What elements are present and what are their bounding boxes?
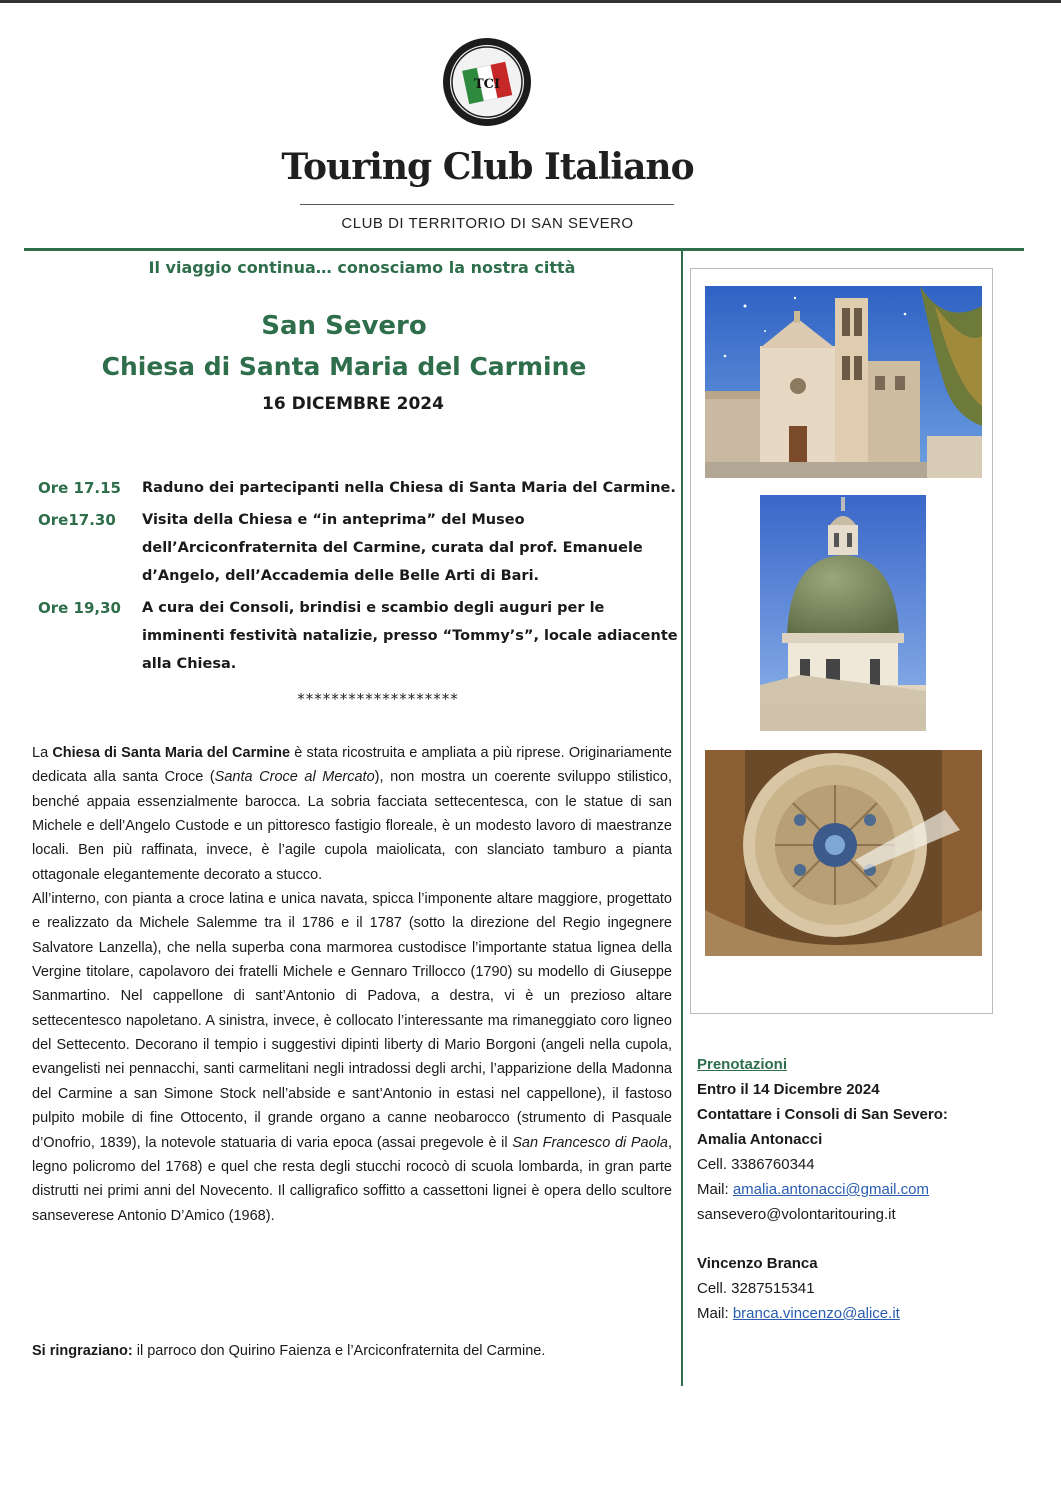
brand-title: Touring Club Italiano xyxy=(281,146,694,188)
consul-name: Amalia Antonacci xyxy=(697,1131,823,1148)
schedule-time: Ore 17.15 xyxy=(38,479,121,497)
brand-divider xyxy=(300,204,674,205)
svg-text:TCI: TCI xyxy=(473,77,501,92)
schedule-time: Ore 19,30 xyxy=(38,599,121,617)
top-border xyxy=(0,0,1061,3)
dome-photo xyxy=(760,495,926,731)
text-run: è stata ricostruita e ampliata a più riprese. Originariamente dedicata alla santa Croce ( xyxy=(32,745,672,786)
event-city: San Severo xyxy=(261,311,427,341)
statue-title-italic: San Francesco di Paola xyxy=(512,1134,668,1151)
church-facade-photo xyxy=(705,286,982,478)
article-paragraph xyxy=(32,741,672,887)
booking-info xyxy=(697,1052,1027,1326)
event-date: 16 DICEMBRE 2024 xyxy=(262,394,444,414)
schedule-text: Visita della Chiesa e “in anteprima” del Museo dell’Arciconfraternita del Carmine, curata dal prof. Emanuele d’Angelo, dell’Accademia delle Belle Arti di Bari. xyxy=(142,512,643,584)
consul-name: Vincenzo Branca xyxy=(697,1255,818,1272)
acknowledgements xyxy=(32,1339,672,1363)
booking-deadline: Entro il 14 Dicembre 2024 xyxy=(697,1081,880,1098)
header-green-rule xyxy=(24,248,1024,251)
club-email: sansevero@volontaritouring.it xyxy=(697,1206,896,1223)
schedule-time: Ore17.30 xyxy=(38,511,116,529)
article-paragraph xyxy=(32,887,672,1228)
touring-club-logo xyxy=(441,36,533,128)
mail-label: Mail: xyxy=(697,1305,733,1322)
schedule-text: A cura dei Consoli, brindisi e scambio degli auguri per le imminenti festività natalizie, presso “Tommy’s”, locale adiacente alla Chiesa. xyxy=(142,600,678,672)
mail-label: Mail: xyxy=(697,1181,733,1198)
text-run: All’interno, con pianta a croce latina e unica navata, spicca l’imponente altare maggiore, progettato e realizzato da Michele Salemme tra il 1786 e il 1787 (sotto la direzione del Regio ingegnere Salvatore Lanzella), che nella superba cona marmorea custodisce l’importante statua lignea della Vergine titolare, capolavoro dei fratelli Michele e Gennaro Trillocco (1790) su modello di Giuseppe Sanmartino. Nel cappellone di sant’Antonio di Padova, a destra, vi è un prezioso altare settecentesco napoletano. A sinistra, invece, è collocato l’interessante ma rimaneggiato coro ligneo del Settecento. Decorano il tempio i suggestivi dipinti liberty di Mario Borgoni (angeli nella cupola, evangelisti nei pennacchi, santi carmelitani negli intradossi degli archi, l’apparizione della Madonna del Carmine a san Simone Stock nell’abside e sant’Antonio in estasi nel cappellone), il fastoso pulpito mobile di fine Ottocento, il grande organo a canne neobarocco (strumento di Pasquale d’Onofrio, 1839), la notevole statuaria di varia epoca (assai pregevole è il xyxy=(32,891,672,1151)
thanks-text: il parroco don Quirino Faienza e l’Arciconfraternita del Carmine. xyxy=(132,1343,546,1359)
schedule xyxy=(38,474,678,682)
text-run: La xyxy=(32,745,53,761)
schedule-item xyxy=(38,474,678,502)
brand-subtitle: CLUB DI TERRITORIO DI SAN SEVERO xyxy=(341,215,634,232)
consul-email-link[interactable]: amalia.antonacci@gmail.com xyxy=(732,1181,929,1198)
text-run: ), non mostra un coerente sviluppo stilistico, benché appaia essenzialmente barocca. La sobria facciata settecentesca, con le statue di san Michele e dell’Angelo Custode e un pittoresco fastigio floreale, è un modesto lavoro di maestranze locali. Ben più raffinata, invece, è l’agile cupola maiolicata, con slanciato tamburo a pianta ottagonale elegantemente decorato a stucco. xyxy=(32,769,672,883)
column-divider xyxy=(681,251,683,1386)
separator-stars: ******************* xyxy=(297,690,459,708)
schedule-item xyxy=(38,506,678,590)
contact-intro: Contattare i Consoli di San Severo: xyxy=(697,1106,948,1123)
event-church: Chiesa di Santa Maria del Carmine xyxy=(101,352,587,381)
text-run: , legno policromo del 1768) e quel che resta degli stucchi rococò di scuola lombarda, in gran parte distrutti nei primi anni del Novecento. Il calligrafico soffitto a cassettoni lignei è opera dello scultore sanseverese Antonio D’Amico (1968). xyxy=(32,1134,672,1224)
tagline: Il viaggio continua… conosciamo la nostra città xyxy=(148,258,576,277)
dome-interior-photo xyxy=(705,750,982,956)
church-name-bold: Chiesa di Santa Maria del Carmine xyxy=(52,745,291,761)
former-name-italic: Santa Croce al Mercato xyxy=(214,769,375,786)
schedule-text: Raduno dei partecipanti nella Chiesa di Santa Maria del Carmine. xyxy=(142,480,676,496)
church-description xyxy=(32,741,672,1228)
consul-email-link[interactable]: branca.vincenzo@alice.it xyxy=(732,1305,900,1322)
consul-phone: Cell. 3386760344 xyxy=(697,1156,815,1173)
schedule-item xyxy=(38,594,678,678)
consul-phone: Cell. 3287515341 xyxy=(697,1280,815,1297)
booking-title: Prenotazioni xyxy=(697,1056,788,1073)
thanks-label: Si ringraziano: xyxy=(32,1343,133,1359)
